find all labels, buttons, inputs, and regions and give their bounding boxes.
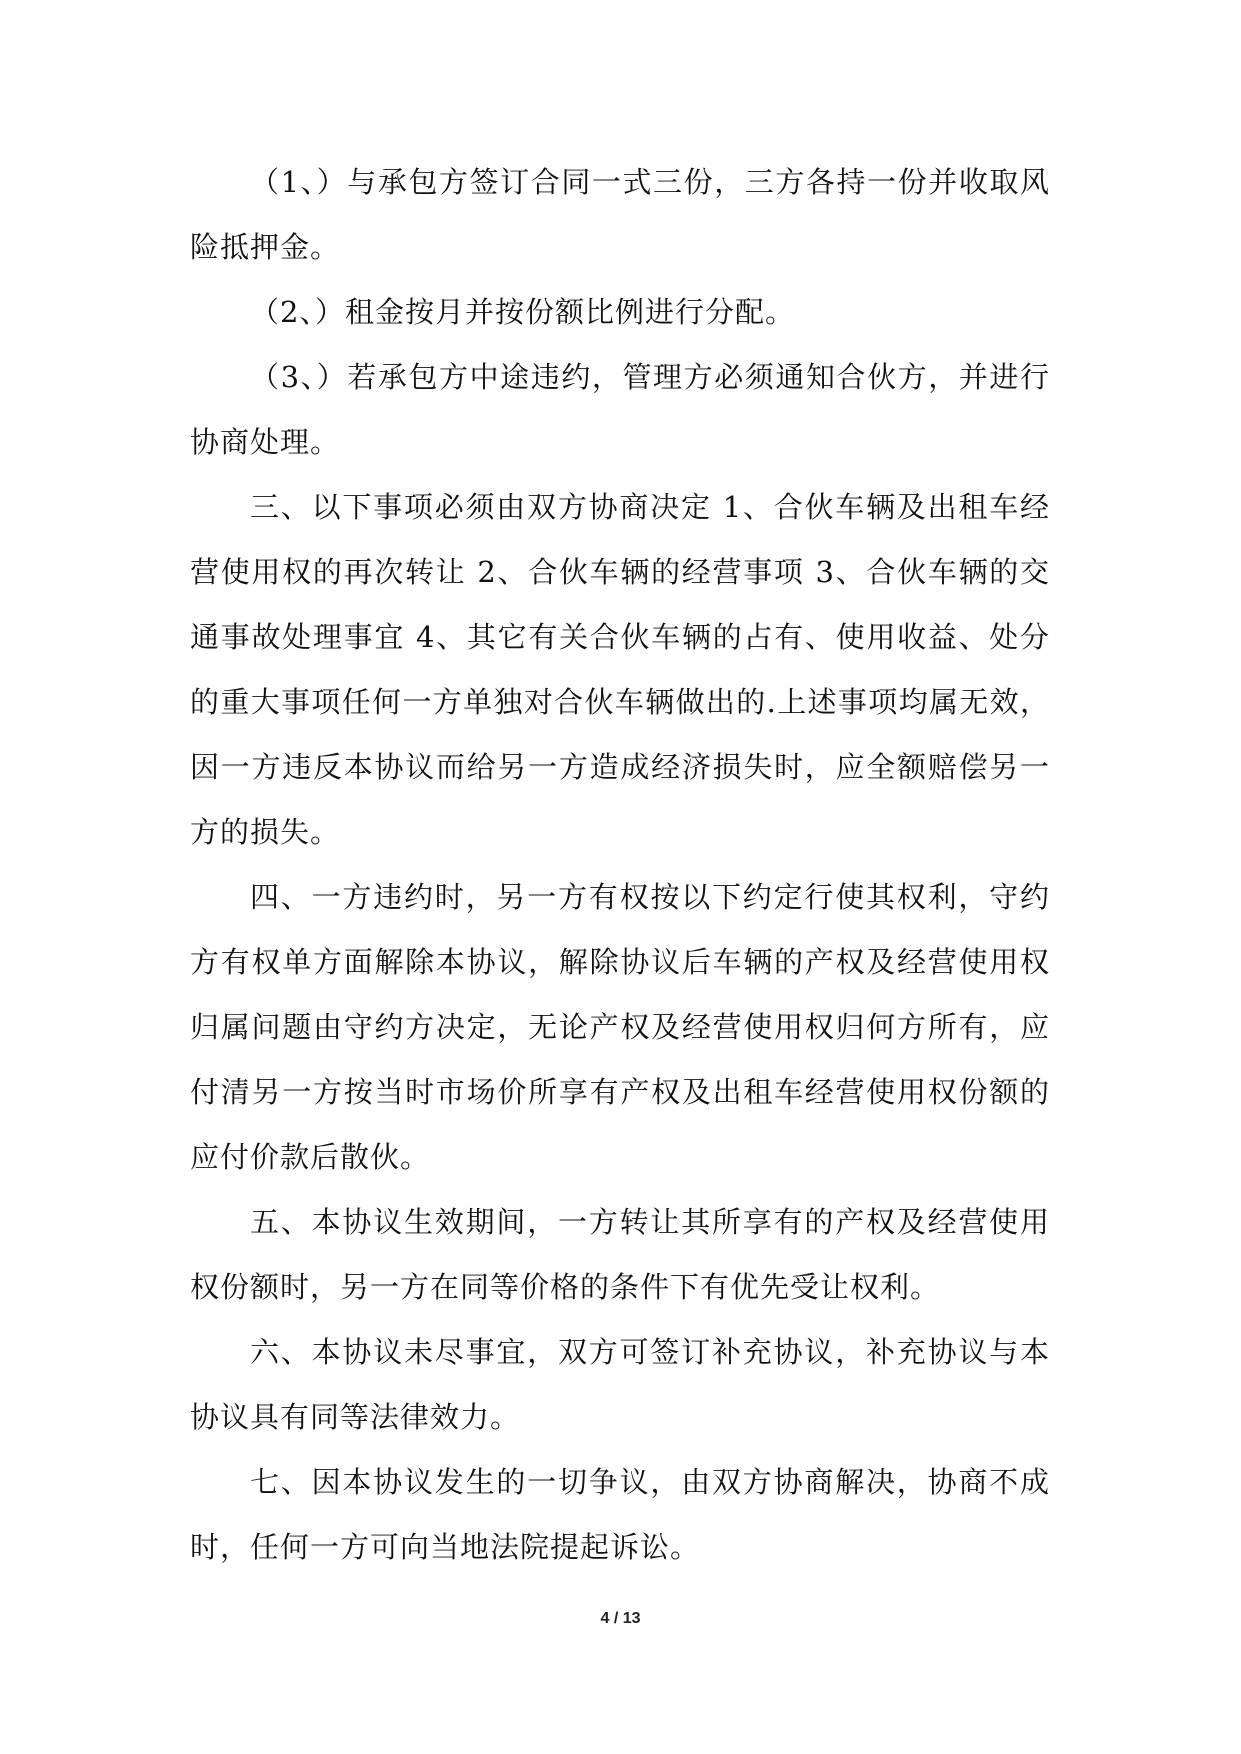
paragraph-section-6: 六、本协议未尽事宜，双方可签订补充协议，补充协议与本协议具有同等法律效力。 xyxy=(190,1335,1050,1434)
paragraph-clause-2: （2、）租金按月并按份额比例进行分配。 xyxy=(250,295,795,329)
paragraph-section-3: 三、以下事项必须由双方协商决定 1、合伙车辆及出租车经营使用权的再次转让 2、合伙车辆的经营事项 3、合伙车辆的交通事故处理事宜 4、其它有关合伙车辆的占有、使用收益、处分的重大事项任何一方单独对合伙车辆做出的.上述事项均属无效，因一方违反本协议而给另一方造成经济损失时，应全额赔偿另一方的损失。 xyxy=(190,490,1050,849)
paragraph-clause-1: （1、）与承包方签订合同一式三份，三方各持一份并收取风险抵押金。 xyxy=(190,165,1050,264)
page-number: 4 / 13 xyxy=(600,1610,641,1627)
paragraph-section-5: 五、本协议生效期间，一方转让其所享有的产权及经营使用权份额时，另一方在同等价格的条件下有优先受让权利。 xyxy=(190,1205,1050,1304)
paragraph-section-4: 四、一方违约时，另一方有权按以下约定行使其权利，守约方有权单方面解除本协议，解除协议后车辆的产权及经营使用权归属问题由守约方决定，无论产权及经营使用权归何方所有，应付清另一方按当时市场价所享有产权及出租车经营使用权份额的应付价款后散伙。 xyxy=(190,880,1050,1174)
paragraph-clause-3: （3、）若承包方中途违约，管理方必须通知合伙方，并进行协商处理。 xyxy=(190,360,1050,459)
paragraph-section-7: 七、因本协议发生的一切争议，由双方协商解决，协商不成时，任何一方可向当地法院提起诉讼。 xyxy=(190,1465,1050,1564)
document-body xyxy=(190,150,1050,1580)
